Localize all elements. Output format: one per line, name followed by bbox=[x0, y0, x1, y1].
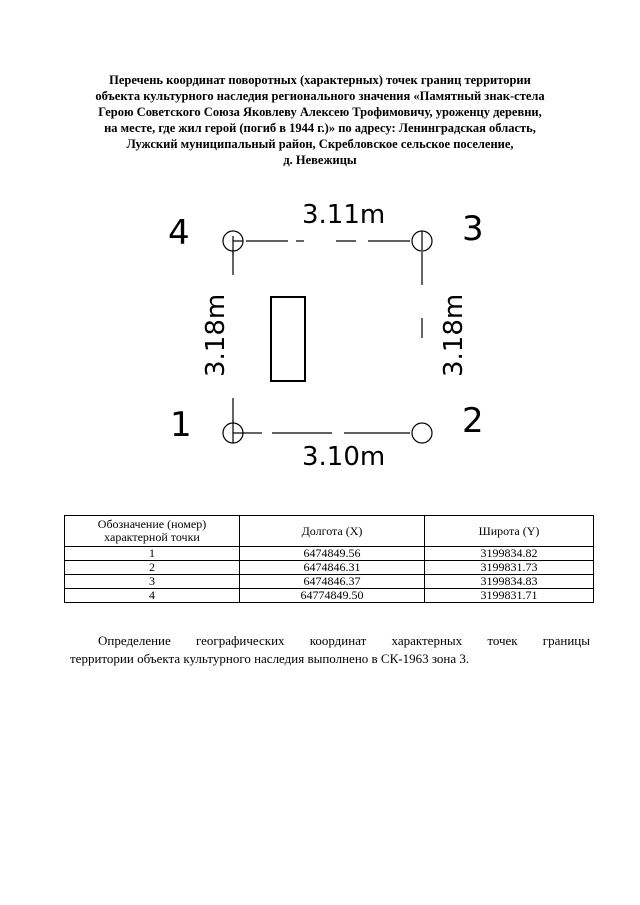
title-line: Перечень координат поворотных (характерных) точек границ территории bbox=[109, 73, 531, 87]
table-row bbox=[65, 575, 594, 589]
column-header: Широта (Y) bbox=[425, 516, 594, 547]
note-line: Определение географических координат характерных точек границы bbox=[98, 633, 590, 648]
point-label-2: 2 bbox=[462, 401, 484, 441]
dimension-top: 3.11m bbox=[302, 200, 386, 230]
table-cell: 3199834.83 bbox=[425, 575, 594, 589]
table-row bbox=[65, 589, 594, 603]
table-cell: 3199831.73 bbox=[425, 561, 594, 575]
note-line: территории объекта культурного наследия выполнено в СК-1963 зона 3. bbox=[70, 651, 470, 666]
point-label-4: 4 bbox=[168, 213, 190, 253]
table-row bbox=[65, 561, 594, 575]
table-cell: 1 bbox=[65, 547, 240, 561]
table-cell: 4 bbox=[65, 589, 240, 603]
title-line: д. Невежицы bbox=[283, 153, 357, 167]
title-line: Лужский муниципальный район, Скребловское сельское поселение, bbox=[126, 137, 514, 151]
table-cell: 6474846.31 bbox=[240, 561, 425, 575]
table-cell: 6474849.56 bbox=[240, 547, 425, 561]
monument-outline bbox=[271, 297, 305, 381]
column-header: Долгота (X) bbox=[240, 516, 425, 547]
table-header-row bbox=[65, 516, 594, 547]
coordinates-table bbox=[64, 515, 594, 603]
table-cell: 3199834.82 bbox=[425, 547, 594, 561]
table-row bbox=[65, 547, 594, 561]
title-line: объекта культурного наследия регионального значения «Памятный знак-стела bbox=[95, 89, 545, 103]
point-label-1: 1 bbox=[170, 405, 192, 445]
point-marker-2 bbox=[412, 423, 432, 443]
column-header: Обозначение (номер) характерной точки bbox=[65, 516, 240, 547]
dimension-right: 3.18m bbox=[439, 293, 469, 377]
dimension-left: 3.18m bbox=[201, 293, 231, 377]
table-cell: 2 bbox=[65, 561, 240, 575]
table-cell: 3 bbox=[65, 575, 240, 589]
coordinate-system-note bbox=[70, 632, 590, 668]
table-cell: 6474846.37 bbox=[240, 575, 425, 589]
title-line: на месте, где жил герой (погиб в 1944 г.)» по адресу: Ленинградская область, bbox=[104, 121, 536, 135]
dimension-bottom: 3.10m bbox=[302, 442, 386, 472]
point-label-3: 3 bbox=[462, 209, 484, 249]
table-cell: 64774849.50 bbox=[240, 589, 425, 603]
title-line: Герою Советского Союза Яковлеву Алексею Трофимовичу, уроженцу деревни, bbox=[98, 105, 542, 119]
table-cell: 3199831.71 bbox=[425, 589, 594, 603]
